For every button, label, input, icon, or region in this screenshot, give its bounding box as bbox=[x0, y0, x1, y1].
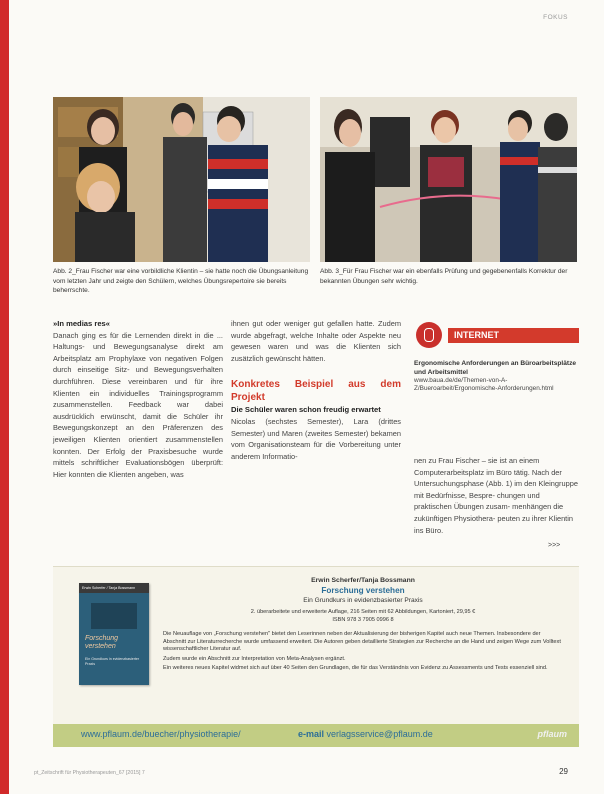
caption-fig2: Abb. 2_Frau Fischer war eine vorbildliche Klientin – sie hatte noch die Übungsanleitung vom letzten Jahr und zeigte den Schülern, welches Übungsrepertoire sie bereits beherrschte. bbox=[53, 268, 309, 294]
mouse-icon bbox=[416, 322, 442, 348]
column-1-text: Danach ging es für die Lernenden direkt in die ... Haltungs- und Bewegungsanalyse direkt am Arbeitsplatz am Prophylaxe von negativen Folgen durch einseitige Sitz- und Bewegungsverhalten durchführen. Diese vereinbaren und für ihre Klienten ein individuelles Trainingsprogramm zusammenstellen. Feedback war dabei ausdrücklich erwünscht, damit die Schüler ihr Bewegungskonzept an den Präferenzen des jeweiligen Klienten orientiert zusammenstellen konnten. Der Erfolg der Praxisbesuche wurde mittels schriftlicher Evaluationsbögen überprüft: Hier konnten die Klienten angeben, was bbox=[53, 330, 223, 479]
book-cover-subtitle: Ein Grundkurs in evidenzbasierter Praxis bbox=[85, 657, 140, 666]
internet-info-box bbox=[414, 322, 579, 392]
page-number: 29 bbox=[559, 767, 568, 776]
photo-fig3 bbox=[320, 97, 577, 262]
caption-fig3: Abb. 3_Für Frau Fischer war ein ebenfalls Prüfung und gegebenenfalls Korrektur der bekannten Übungen sehr wichtig. bbox=[320, 268, 568, 285]
pflaum-logo: pflaum bbox=[537, 729, 567, 739]
book-cover-title: Forschung verstehen bbox=[85, 635, 119, 650]
book-cover bbox=[79, 583, 149, 685]
ad-authors: Erwin Scherfer/Tanja Bossmann bbox=[311, 577, 415, 584]
column-1-heading: »In medias res« bbox=[53, 319, 110, 328]
ad-desc-2: Zudem wurde ein Abschnitt zur Interpretation von Meta-Analysen ergänzt. bbox=[163, 655, 346, 662]
internet-link[interactable]: www.baua.de/de/Themen-von-A-Z/Bueroarbeit/Ergonomische-Anforderungen.html bbox=[414, 377, 554, 393]
ad-details-line-1: 2. überarbeitete und erweiterte Auflage, 216 Seiten mit 62 Abbildungen, Kartoniert, 29,95 € bbox=[250, 609, 476, 615]
article-column-2 bbox=[231, 318, 401, 462]
book-advertisement bbox=[53, 566, 579, 746]
ad-url-link[interactable]: www.pflaum.de/buecher/physiotherapie/ bbox=[81, 729, 241, 739]
photo-fig2 bbox=[53, 97, 310, 262]
internet-tag: INTERNET bbox=[448, 328, 579, 343]
column-2-text-2: Nicolas (sechstes Semester), Lara (drittes Semester) und Maren (zweites Semester) bekamen vom Organisationsteam für die Vorbereitung unter anderem Informatio- bbox=[231, 416, 401, 461]
ad-email-address: verlagsservice@pflaum.de bbox=[326, 729, 433, 739]
ad-desc-1: Die Neuauflage von „Forschung verstehen" bietet den Leserinnen neben der Aktualisierung der bisherigen Kapitel auch neue Themen. Insbesondere der Abschnitt zur Literaturrecherche wurde umfassend erweitert. Die Autoren geben detaillierte Strategien zur Recherche an die Hand und zeigen Wege zum Volltext wissenschaftlicher Literatur auf. bbox=[163, 631, 561, 653]
column-3-text: nen zu Frau Fischer – sie ist an einem Computerarbeitsplatz im Büro tätig. Nach der Untersuchungsphase (Abb. 1) im den Kleingruppe mit Bedürfnisse, Bespre- chungen und praktischen Übungen zusam- menhängen die zukünftigen Physiothera- peuten zu ihrer Klientin ins Büro. bbox=[414, 456, 578, 535]
red-edge-bar bbox=[0, 0, 9, 794]
column-2-subheading: Die Schüler waren schon freudig erwartet bbox=[231, 405, 381, 415]
book-cover-band: Erwin Scherfer / Tanja Bossmann bbox=[79, 583, 149, 593]
ad-email-label: e-mail bbox=[298, 729, 325, 739]
ad-description bbox=[163, 631, 563, 675]
ad-details-line-2: ISBN 978 3 7905 0996 8 bbox=[332, 617, 394, 623]
ad-email-link[interactable] bbox=[298, 729, 433, 739]
internet-title: Ergonomische Anforderungen an Büroarbeitsplätze und Arbeitsmittel bbox=[414, 360, 577, 376]
ad-subtitle: Ein Grundkurs in evidenzbasierter Praxis bbox=[303, 597, 423, 604]
ad-details bbox=[163, 608, 563, 624]
ad-desc-3: Ein weiteres neues Kapitel widmet sich auf über 40 Seiten den Grundlagen, die für das Verständnis von Evidenz zu Assessments und Tests essenziell sind. bbox=[163, 665, 548, 672]
article-column-1 bbox=[53, 318, 223, 480]
ad-footer-bar bbox=[53, 724, 579, 747]
column-2-section-heading: Konkretes Beispiel aus dem Projekt bbox=[231, 379, 401, 404]
journal-footer: pt_Zeitschrift für Physiotherapeuten_67 [2015] 7 bbox=[34, 770, 145, 776]
column-2-text: ihnen gut oder weniger gut gefallen hatte. Zudem wurde abgefragt, welche Inhalte oder Aspekte neu gewesen waren und was die Klienten sich zusätzlich gewünscht hätten. bbox=[231, 319, 401, 363]
book-cover-photo bbox=[91, 603, 137, 629]
continue-marker: >>> bbox=[548, 542, 561, 549]
ad-title: Forschung verstehen bbox=[321, 586, 405, 595]
section-label: FOKUS bbox=[543, 14, 568, 21]
article-column-3 bbox=[414, 455, 579, 536]
